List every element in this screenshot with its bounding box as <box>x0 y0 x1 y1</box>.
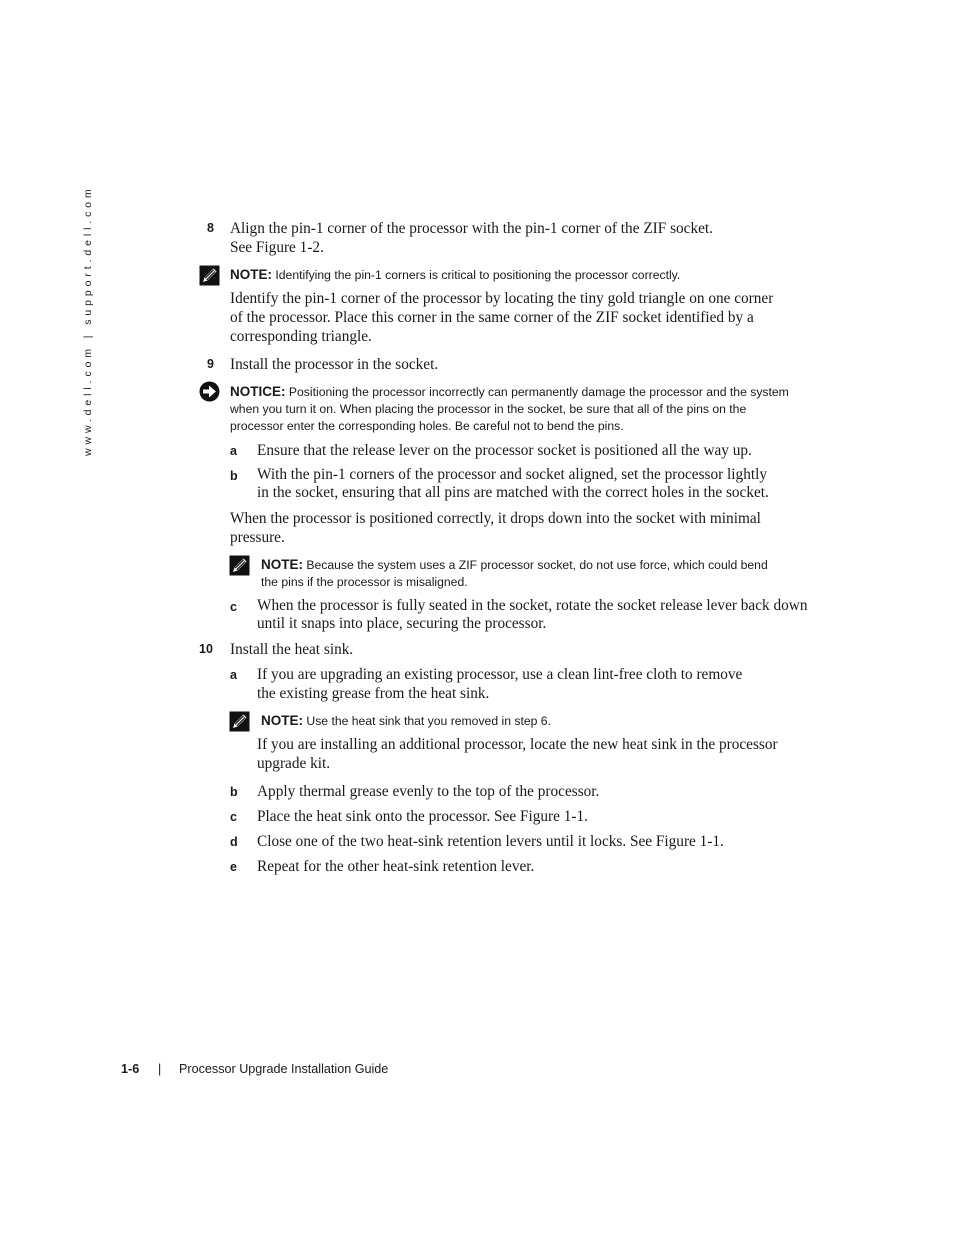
note-3-text: Use the heat sink that you removed in step 6. <box>306 714 551 728</box>
step-10a-line-2: the existing grease from the heat sink. <box>257 685 490 703</box>
note-pencil-icon <box>229 711 250 732</box>
note-pencil-icon <box>229 555 250 576</box>
notice-label: NOTICE: <box>230 384 286 399</box>
paragraph-2 <box>230 509 761 547</box>
step-9-number: 9 <box>207 357 214 371</box>
notice-line-1: Positioning the processor incorrectly can permanently damage the processor and the system <box>288 385 789 399</box>
notice-line-2: when you turn it on. When placing the processor in the socket, be sure that all of the pins on the <box>230 402 747 416</box>
note-1 <box>230 266 680 284</box>
note-1-text: Identifying the pin-1 corners is critical to positioning the processor correctly. <box>275 268 681 282</box>
paragraph-1 <box>230 289 773 347</box>
step-9a-letter: a <box>230 444 237 458</box>
step-9c-line-2: until it snaps into place, securing the processor. <box>257 615 547 632</box>
step-9c-letter: c <box>230 600 237 614</box>
note-2-label: NOTE: <box>261 557 303 572</box>
note-2 <box>261 556 768 591</box>
note-2-line-1: Because the system uses a ZIF processor socket, do not use force, which could bend <box>306 558 768 572</box>
note-3-label: NOTE: <box>261 713 303 728</box>
paragraph-1-line-3: corresponding triangle. <box>230 328 372 346</box>
notice-line-3: processor enter the corresponding holes. Be careful not to bend the pins. <box>230 419 624 433</box>
step-9b-line-1: With the pin-1 corners of the processor and socket aligned, set the processor lightly <box>257 466 767 483</box>
paragraph-3 <box>257 735 778 773</box>
footer-separator: | <box>158 1062 162 1076</box>
step-10-number: 10 <box>199 642 213 656</box>
step-10b-text: Apply thermal grease evenly to the top of the processor. <box>257 783 600 800</box>
notice <box>230 383 789 435</box>
step-10e-letter: e <box>230 860 237 874</box>
step-10d-text: Close one of the two heat-sink retention levers until it locks. See Figure 1-1. <box>257 833 724 850</box>
step-8-text <box>230 219 713 257</box>
step-10a-line-1: If you are upgrading an existing processor, use a clean lint-free cloth to remove <box>257 666 743 683</box>
step-9c-line-1: When the processor is fully seated in the socket, rotate the socket release lever back down <box>257 597 808 614</box>
step-10-text: Install the heat sink. <box>230 641 354 658</box>
paragraph-1-line-2: of the processor. Place this corner in the same corner of the ZIF socket identified by a <box>230 309 754 327</box>
step-10c-text: Place the heat sink onto the processor. See Figure 1-1. <box>257 808 588 825</box>
step-10c-letter: c <box>230 810 237 824</box>
step-9a-text: Ensure that the release lever on the processor socket is positioned all the way up. <box>257 442 752 459</box>
side-url: www.dell.com | support.dell.com <box>82 185 94 456</box>
step-9-text: Install the processor in the socket. <box>230 356 439 373</box>
paragraph-3-line-2: upgrade kit. <box>257 755 331 773</box>
step-9c-text <box>257 597 807 633</box>
step-10a-letter: a <box>230 668 237 682</box>
paragraph-2-line-2: pressure. <box>230 529 285 547</box>
step-9b-line-2: in the socket, ensuring that all pins are matched with the correct holes in the socket. <box>257 484 769 501</box>
step-10b-letter: b <box>230 785 238 799</box>
step-10e-text: Repeat for the other heat-sink retention lever. <box>257 858 535 875</box>
step-9b-text <box>257 466 769 502</box>
note-1-label: NOTE: <box>230 267 272 282</box>
step-9b-letter: b <box>230 469 238 483</box>
page-number: 1-6 <box>121 1062 140 1076</box>
step-8-line-2: See Figure 1-2. <box>230 239 324 257</box>
step-10d-letter: d <box>230 835 238 849</box>
step-10a-text <box>257 665 742 703</box>
footer-title: Processor Upgrade Installation Guide <box>179 1062 389 1076</box>
notice-arrow-icon <box>199 381 220 402</box>
paragraph-1-line-1: Identify the pin-1 corner of the processor by locating the tiny gold triangle on one corner <box>230 290 774 307</box>
step-8-line-1: Align the pin-1 corner of the processor with the pin-1 corner of the ZIF socket. <box>230 220 713 237</box>
paragraph-2-line-1: When the processor is positioned correctly, it drops down into the socket with minimal <box>230 510 761 527</box>
note-pencil-icon <box>199 265 220 286</box>
note-3 <box>261 712 551 730</box>
note-2-line-2: the pins if the processor is misaligned. <box>261 575 468 589</box>
step-8-number: 8 <box>207 221 214 235</box>
paragraph-3-line-1: If you are installing an additional processor, locate the new heat sink in the processor <box>257 736 778 753</box>
